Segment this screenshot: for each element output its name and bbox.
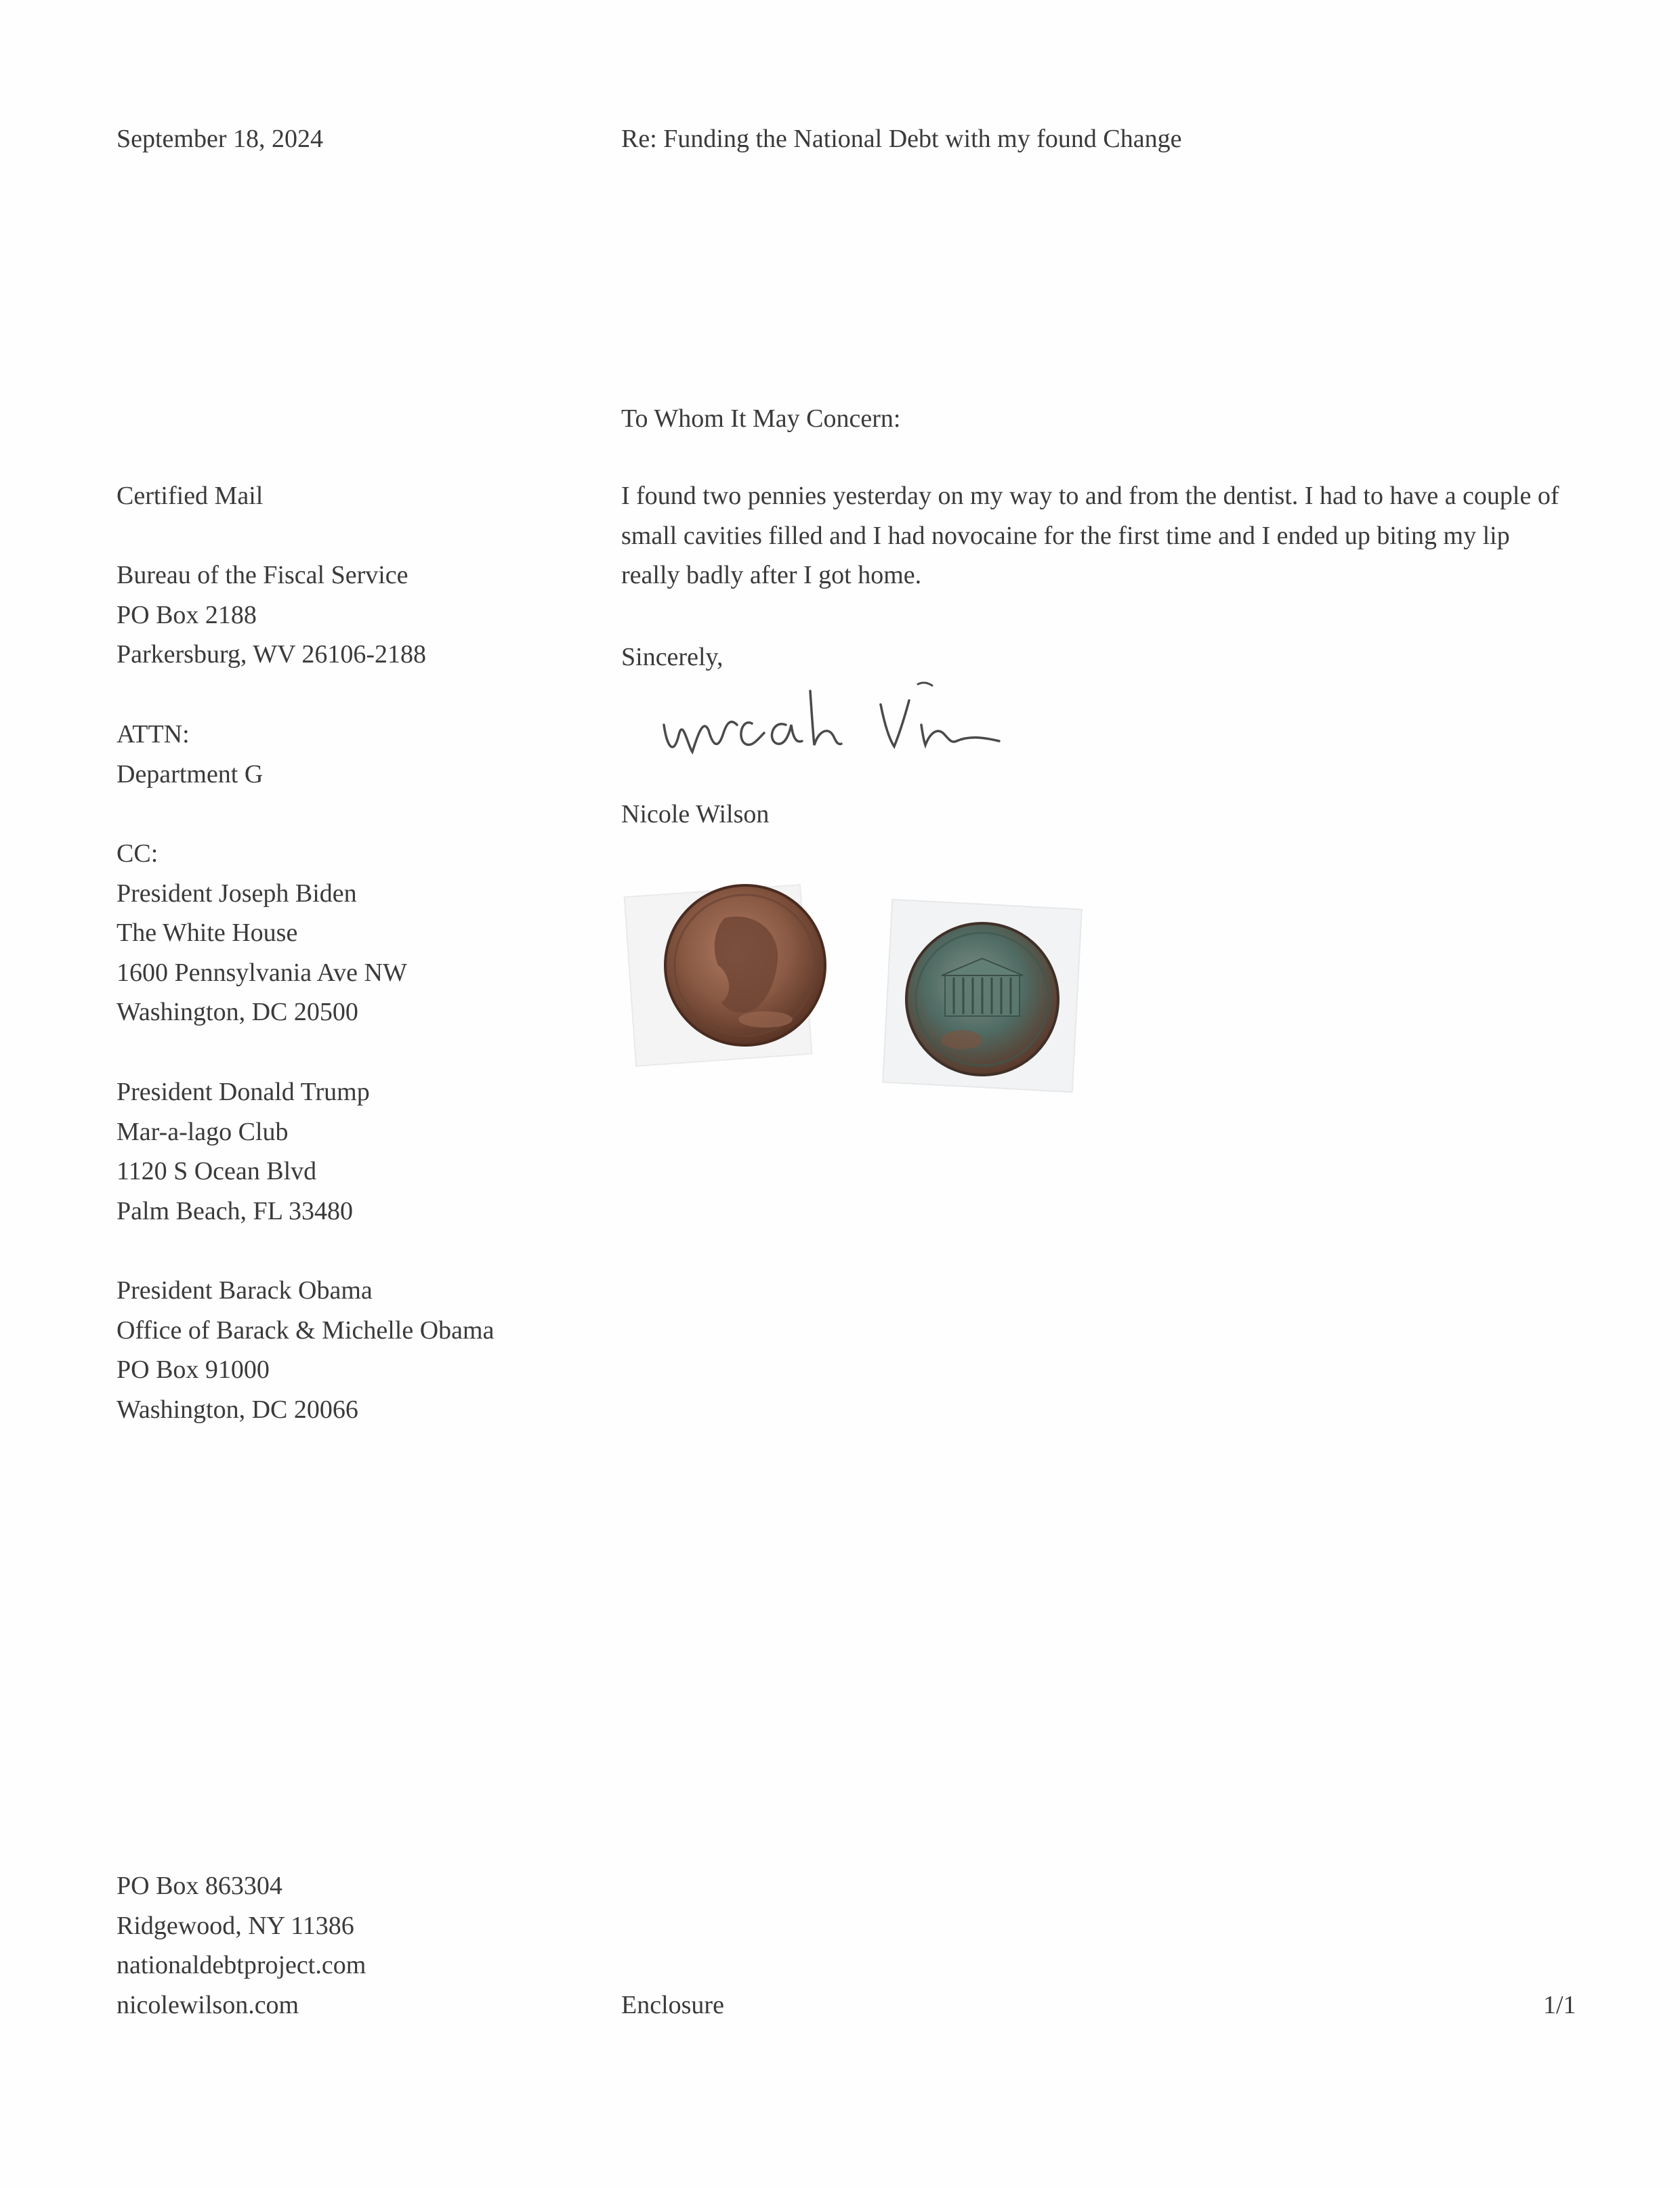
sender-website: nationaldebtproject.com xyxy=(117,1951,366,1979)
cc-block-obama xyxy=(117,1271,494,1429)
cc-line: Washington, DC 20500 xyxy=(117,998,358,1026)
cc-line: PO Box 91000 xyxy=(117,1355,270,1384)
attn-label: ATTN: xyxy=(117,720,190,749)
attn-block xyxy=(117,715,263,794)
mailing-method: Certified Mail xyxy=(117,482,264,510)
cc-block-biden xyxy=(117,834,407,1032)
cc-line: 1600 Pennsylvania Ave NW xyxy=(117,958,407,987)
cc-line: 1120 S Ocean Blvd xyxy=(117,1157,317,1185)
sender-address xyxy=(117,1866,366,2025)
handwritten-signature xyxy=(650,671,1009,772)
cc-line: President Barack Obama xyxy=(117,1276,373,1305)
closing: Sincerely, xyxy=(621,643,723,671)
letter-body: I found two pennies yesterday on my way to and from the dentist. I had to have a couple of small cavities filled and I had novocaine for the first time and I ended up biting my lip really badly after I got home. xyxy=(621,482,1559,589)
cc-line: President Donald Trump xyxy=(117,1078,370,1106)
cc-line: Washington, DC 20066 xyxy=(117,1395,358,1424)
sender-line: PO Box 863304 xyxy=(117,1872,282,1900)
cc-line: The White House xyxy=(117,919,298,947)
recipient-line: Bureau of the Fiscal Service xyxy=(117,561,408,589)
penny-heads xyxy=(665,885,825,1045)
recipient-address xyxy=(117,555,426,675)
letter-subject: Re: Funding the National Debt with my found Change xyxy=(621,125,1182,153)
salutation: To Whom It May Concern: xyxy=(621,404,901,433)
recipient-line: PO Box 2188 xyxy=(117,600,257,629)
cc-line: Office of Barack & Michelle Obama xyxy=(117,1316,495,1345)
taped-pennies-image xyxy=(610,864,1084,1135)
signer-name: Nicole Wilson xyxy=(621,800,770,828)
sender-website: nicolewilson.com xyxy=(117,1990,299,2019)
cc-line: Mar-a-lago Club xyxy=(117,1117,289,1146)
cc-line: Palm Beach, FL 33480 xyxy=(117,1196,353,1225)
enclosure-label: Enclosure xyxy=(621,1991,724,2019)
letter-date: September 18, 2024 xyxy=(117,125,324,153)
cc-block-trump xyxy=(117,1072,370,1231)
penny-tails xyxy=(906,923,1058,1075)
cc-line: President Joseph Biden xyxy=(117,879,357,908)
attn-department: Department G xyxy=(117,759,264,788)
page-number: 1/1 xyxy=(1543,1991,1576,2019)
cc-label: CC: xyxy=(117,839,159,868)
recipient-line: Parkersburg, WV 26106-2188 xyxy=(117,640,427,669)
sender-line: Ridgewood, NY 11386 xyxy=(117,1911,354,1940)
